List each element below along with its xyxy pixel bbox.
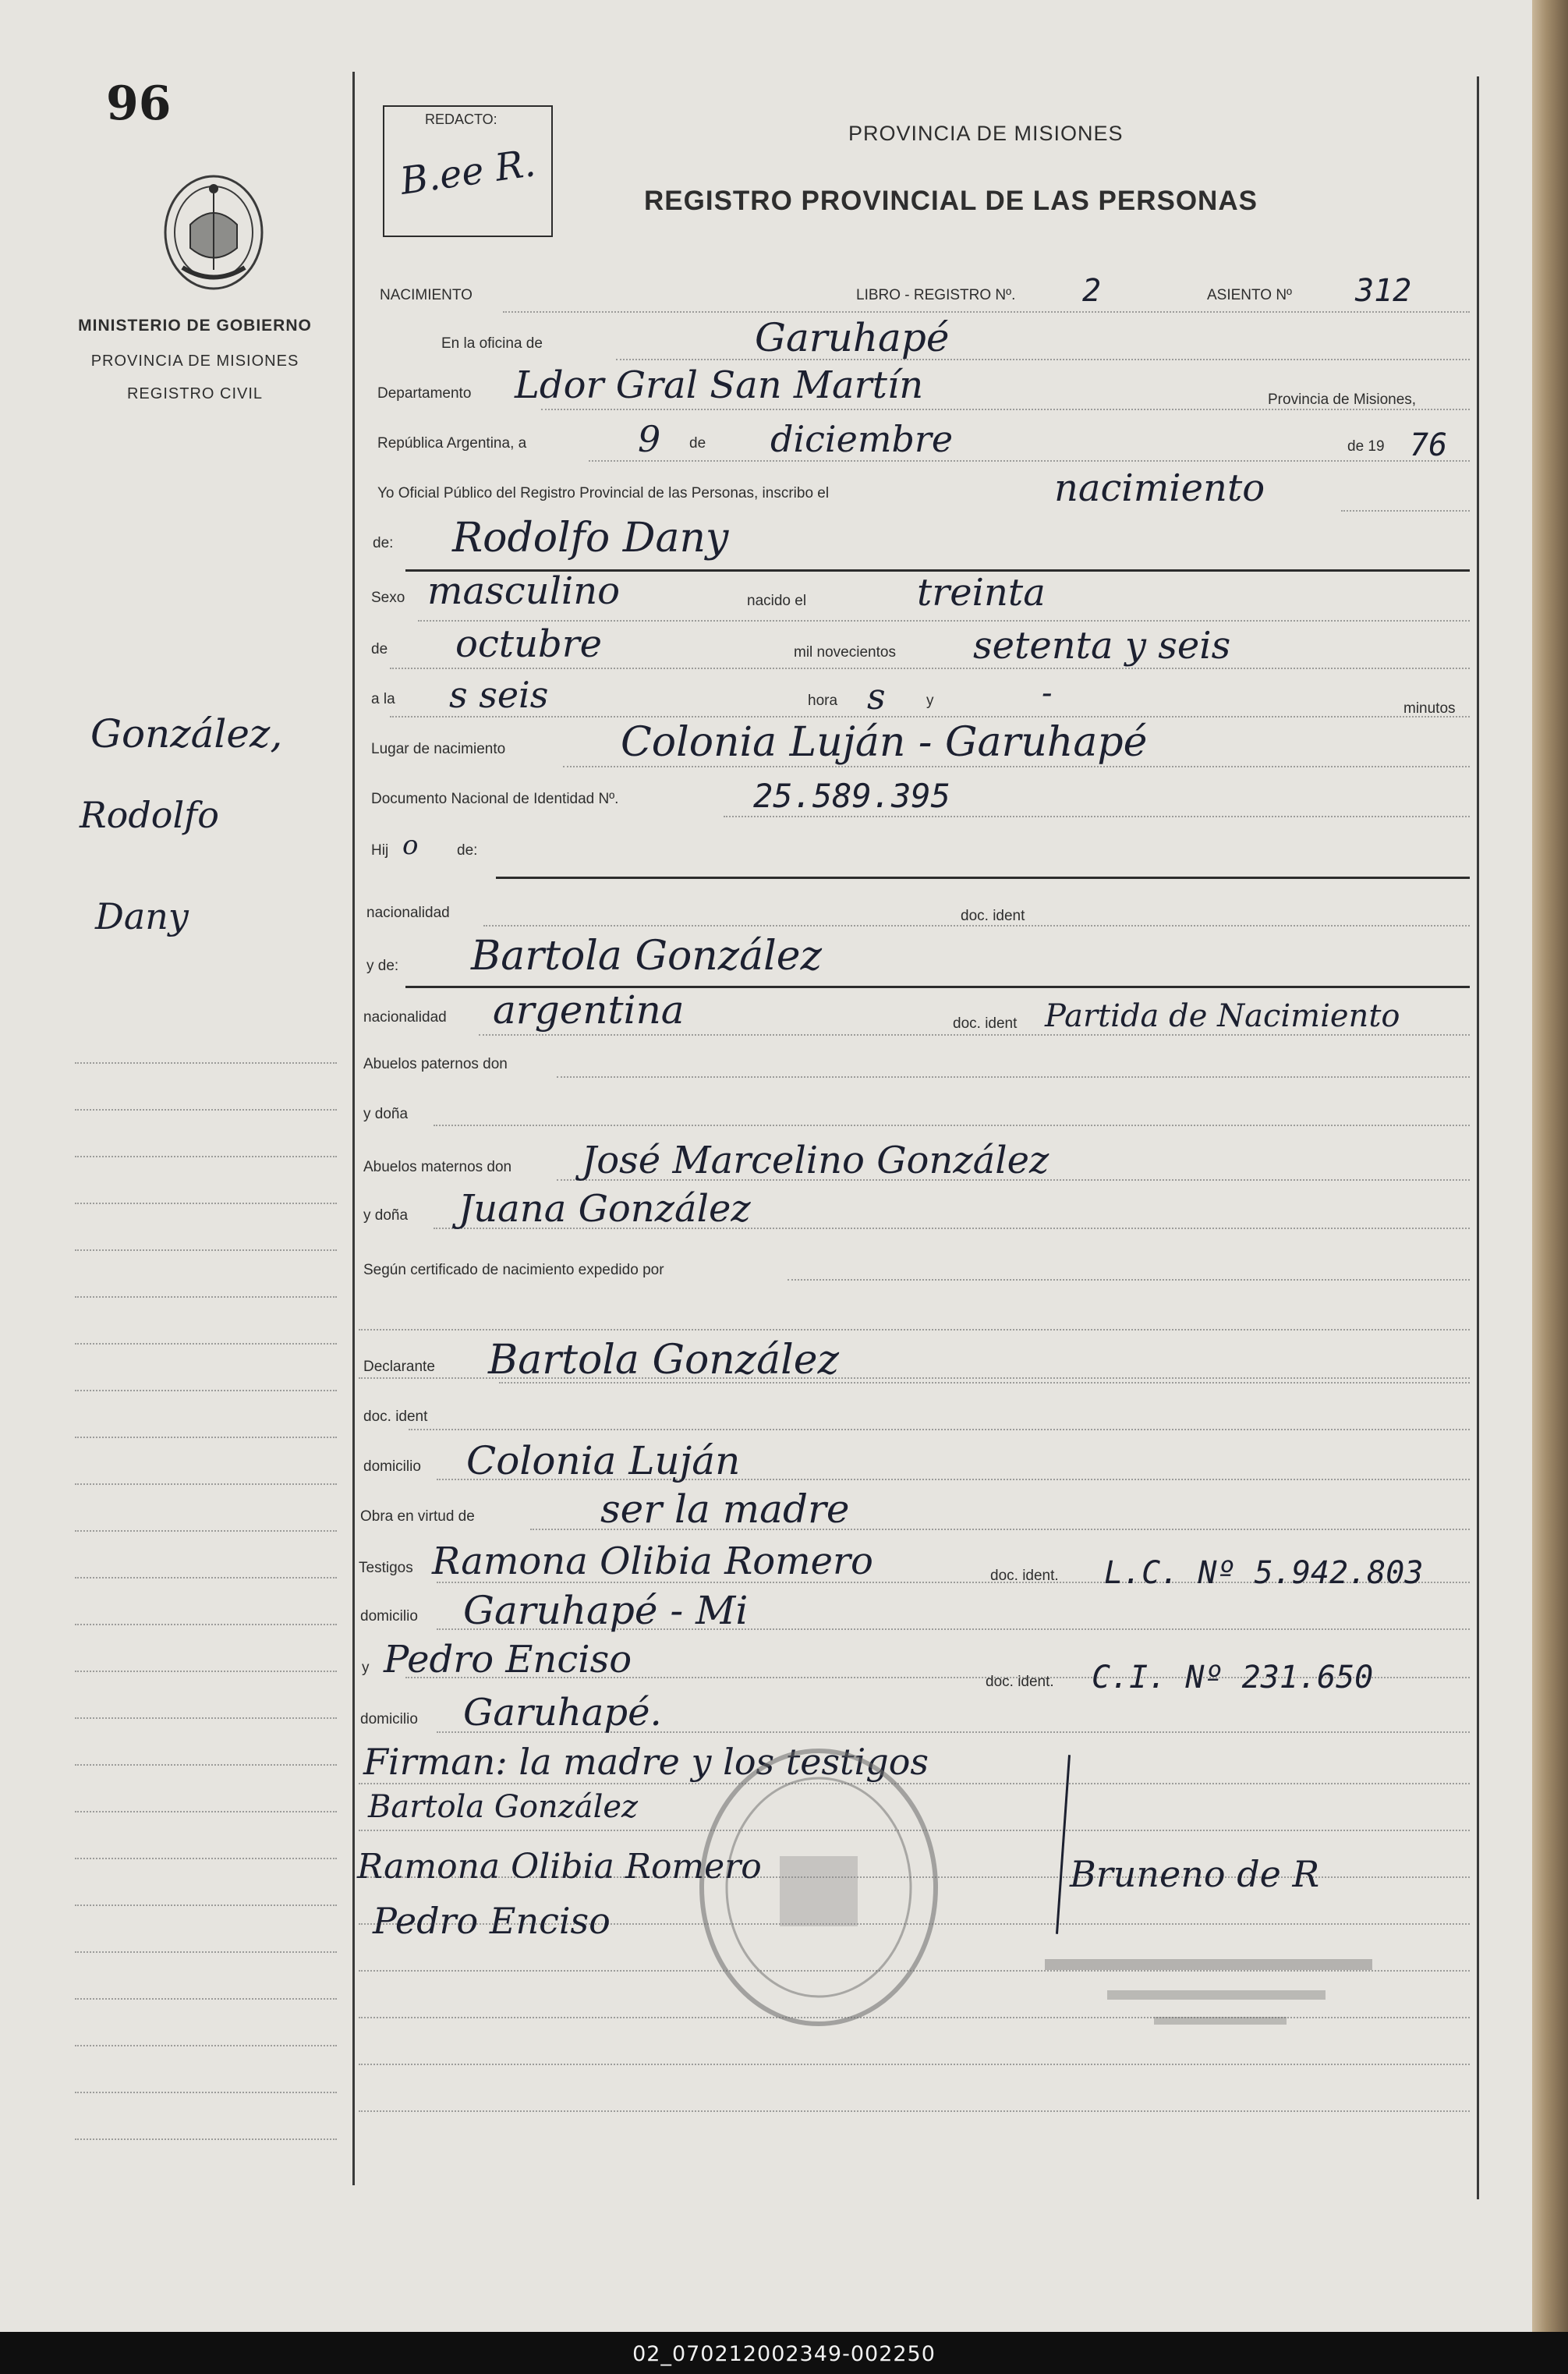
coat-of-arms-icon bbox=[159, 170, 268, 295]
label-oficina: En la oficina de bbox=[441, 335, 543, 352]
value-abuelo-materno: José Marcelino González bbox=[582, 1139, 1049, 1182]
value-obra: ser la madre bbox=[600, 1486, 850, 1532]
official-name-stamp bbox=[1045, 1959, 1372, 1970]
signature-witness2: Pedro Enciso bbox=[373, 1900, 611, 1942]
label-abuela-paterna: y doña bbox=[363, 1106, 409, 1122]
redacto-box bbox=[383, 105, 553, 237]
official-stamp-icon bbox=[686, 1739, 951, 2036]
label-sexo: Sexo bbox=[371, 590, 405, 606]
label-doc-madre: doc. ident bbox=[953, 1015, 1018, 1032]
value-asiento: 312 bbox=[1355, 273, 1412, 309]
label-doc-testigo1: doc. ident. bbox=[990, 1568, 1059, 1584]
label-hijo: Hij bbox=[371, 842, 389, 859]
province-name: PROVINCIA DE MISIONES bbox=[90, 353, 299, 370]
left-frame-line bbox=[352, 72, 355, 2185]
value-dni: 25.589.395 bbox=[753, 777, 950, 815]
label-hijo-de: de: bbox=[457, 842, 478, 859]
value-tipo: nacimiento bbox=[1054, 466, 1265, 510]
signature-divider bbox=[1056, 1755, 1071, 1934]
value-madre: Bartola González bbox=[471, 933, 822, 980]
label-domicilio-testigo2: domicilio bbox=[360, 1711, 418, 1727]
value-madre-doc: Partida de Nacimiento bbox=[1045, 998, 1400, 1034]
value-anio: 76 bbox=[1410, 427, 1448, 463]
margin-surname: González, bbox=[90, 711, 283, 756]
value-oficina: Garuhapé bbox=[755, 315, 950, 360]
label-mil: mil novecientos bbox=[794, 644, 896, 661]
redacto-label: REDACTO: bbox=[425, 112, 497, 127]
label-abuelos-paternos: Abuelos paternos don bbox=[363, 1056, 508, 1072]
label-obra: Obra en virtud de bbox=[360, 1508, 475, 1525]
label-de-anio: de 19 bbox=[1347, 438, 1385, 455]
value-testigo2-doc: C.I. Nº 231.650 bbox=[1092, 1660, 1374, 1695]
page-number: 96 bbox=[106, 76, 172, 131]
signature-official: Bruneno de R bbox=[1070, 1853, 1320, 1895]
value-nombre: Rodolfo Dany bbox=[452, 515, 729, 562]
value-sexo: masculino bbox=[427, 569, 621, 613]
signature-witness1: Ramona Olibia Romero bbox=[357, 1847, 762, 1887]
label-a-la: a la bbox=[371, 691, 395, 707]
label-doc-padre: doc. ident bbox=[961, 908, 1025, 924]
label-documento: Documento Nacional de Identidad Nº. bbox=[371, 791, 619, 807]
label-doc-declarante: doc. ident bbox=[363, 1408, 428, 1425]
value-dia: 9 bbox=[638, 418, 661, 460]
label-domicilio-testigo1: domicilio bbox=[360, 1608, 418, 1625]
label-minutos: minutos bbox=[1403, 700, 1456, 717]
label-de-mes: de bbox=[371, 641, 388, 657]
value-declarante: Bartola González bbox=[488, 1337, 839, 1384]
signature-mother: Bartola González bbox=[368, 1789, 639, 1825]
label-asiento: ASIENTO Nº bbox=[1207, 287, 1292, 303]
label-segun: Según certificado de nacimiento expedido por bbox=[363, 1262, 664, 1278]
header-title: REGISTRO PROVINCIAL DE LAS PERSONAS bbox=[644, 186, 1258, 216]
label-nacimiento: NACIMIENTO bbox=[380, 287, 473, 303]
label-doc-testigo2: doc. ident. bbox=[986, 1674, 1054, 1690]
label-republica: República Argentina, a bbox=[377, 435, 527, 452]
label-nacionalidad-madre: nacionalidad bbox=[363, 1009, 447, 1026]
header-province: PROVINCIA DE MISIONES bbox=[848, 122, 1124, 145]
book-edge bbox=[1532, 0, 1568, 2332]
label-abuela-materna: y doña bbox=[363, 1207, 409, 1224]
value-testigo1: Ramona Olibia Romero bbox=[432, 1540, 873, 1583]
label-hora: hora bbox=[808, 693, 838, 709]
margin-second-name: Dany bbox=[95, 895, 189, 937]
label-declarante: Declarante bbox=[363, 1359, 435, 1375]
value-libro: 2 bbox=[1082, 273, 1102, 309]
value-domicilio-declarante: Colonia Luján bbox=[466, 1438, 741, 1483]
label-provincia: Provincia de Misiones, bbox=[1268, 392, 1417, 408]
value-hora: s bbox=[867, 675, 886, 718]
redacto-initials: B.ee R. bbox=[397, 141, 539, 204]
value-abuela-materna: Juana González bbox=[458, 1187, 751, 1231]
signing-statement: Firman: la madre y los testigos bbox=[363, 1741, 929, 1783]
label-y-testigo2: y bbox=[362, 1660, 370, 1676]
value-lugar: Colonia Luján - Garuhapé bbox=[621, 719, 1148, 766]
value-testigo1-doc: L.C. Nº 5.942.803 bbox=[1104, 1555, 1424, 1591]
label-oficial: Yo Oficial Público del Registro Provincial de las Personas, inscribo el bbox=[377, 485, 830, 501]
registry-name: REGISTRO CIVIL bbox=[126, 385, 264, 402]
value-nacido-mes: octubre bbox=[455, 622, 603, 666]
label-lugar: Lugar de nacimiento bbox=[371, 741, 506, 757]
right-frame-line bbox=[1477, 76, 1479, 2199]
label-y: y bbox=[926, 693, 934, 709]
label-abuelos-maternos: Abuelos maternos don bbox=[363, 1159, 512, 1175]
label-departamento: Departamento bbox=[377, 385, 472, 402]
ministry-name: MINISTERIO DE GOBIERNO bbox=[78, 317, 312, 335]
value-madre-nacionalidad: argentina bbox=[493, 987, 685, 1033]
value-mes: diciembre bbox=[770, 418, 954, 460]
value-hijo-suffix: o bbox=[402, 830, 419, 861]
label-nacido: nacido el bbox=[747, 593, 807, 609]
official-title-stamp bbox=[1107, 1990, 1326, 2000]
label-testigos: Testigos bbox=[359, 1560, 413, 1576]
label-libro: LIBRO - REGISTRO Nº. bbox=[856, 287, 1016, 303]
value-a-la: s seis bbox=[449, 674, 549, 716]
value-nacido-dia: treinta bbox=[917, 571, 1046, 615]
label-domicilio-declarante: domicilio bbox=[363, 1458, 421, 1475]
value-nacido-anio: setenta y seis bbox=[973, 624, 1231, 668]
value-testigo2: Pedro Enciso bbox=[384, 1638, 632, 1681]
label-y-de: y de: bbox=[366, 958, 399, 974]
official-office-stamp bbox=[1154, 2017, 1287, 2025]
value-domicilio-testigo1: Garuhapé - Mi bbox=[463, 1588, 749, 1633]
value-departamento: Ldor Gral San Martín bbox=[515, 363, 924, 407]
value-domicilio-testigo2: Garuhapé. bbox=[463, 1691, 662, 1734]
label-nacionalidad-padre: nacionalidad bbox=[366, 905, 450, 921]
label-de: de bbox=[689, 435, 706, 452]
margin-first-name: Rodolfo bbox=[80, 794, 219, 836]
image-id-label: 02_070212002349-002250 bbox=[632, 2342, 936, 2366]
label-de-nombre: de: bbox=[373, 535, 394, 551]
value-minutos: - bbox=[1042, 675, 1053, 711]
